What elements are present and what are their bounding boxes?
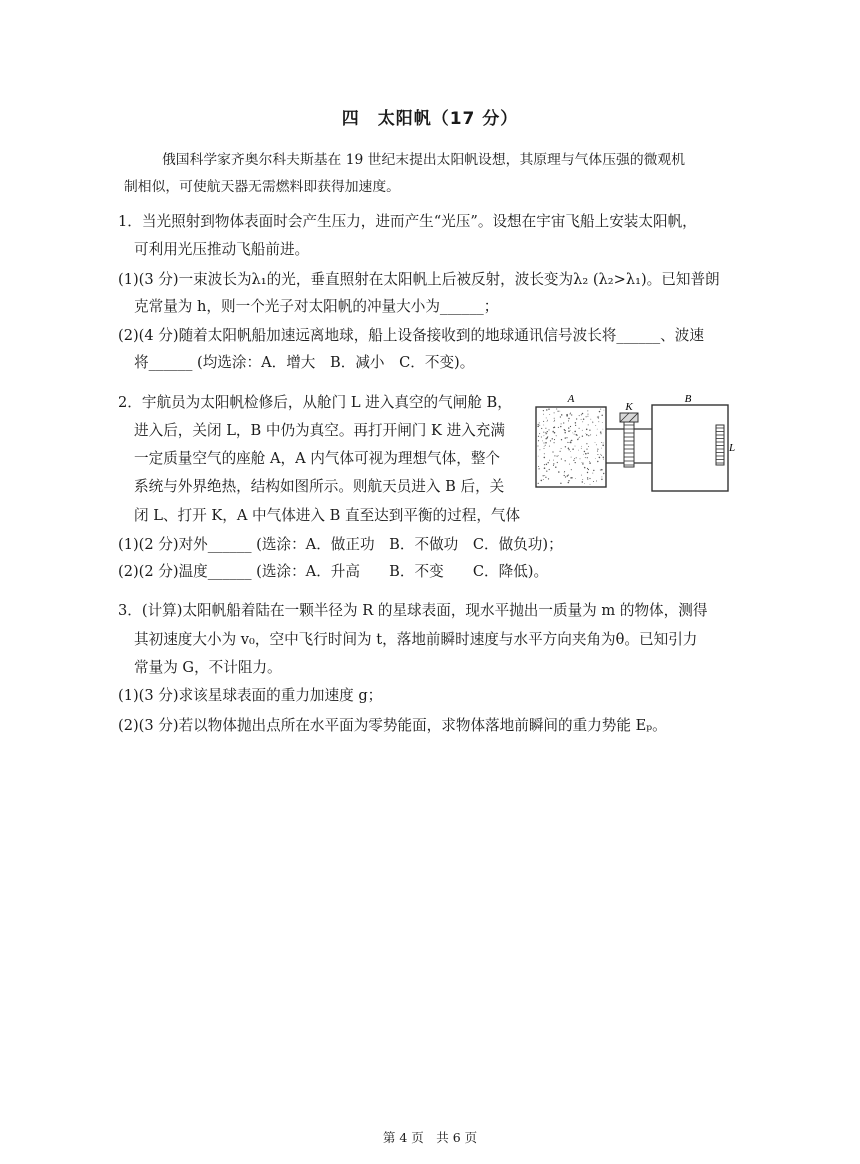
door-l bbox=[716, 425, 724, 465]
q1-part1-line-2: 克常量为 h，则一个光子对太阳帆的冲量大小为______； bbox=[134, 298, 499, 315]
intro-line-1: 俄国科学家齐奥尔科夫斯基在 19 世纪末提出太阳帆设想，其原理与气体压强的微观机 bbox=[162, 152, 686, 168]
page-footer: 第 4 页 共 6 页 bbox=[382, 1130, 478, 1145]
q2-stem-line-5: 闭 L、打开 K，A 中气体进入 B 直至达到平衡的过程，气体 bbox=[134, 507, 521, 524]
q3-stem-line-1: 3．(计算)太阳帆船着陆在一颗半径为 R 的星球表面，现水平抛出一质量为 m 的物体，测得 bbox=[118, 602, 708, 619]
q2-part2: (2)(2 分)温度______ (选涂：A．升高 B．不变 C．降低)。 bbox=[118, 563, 549, 580]
airlock-figure bbox=[532, 391, 736, 495]
label-a: A bbox=[567, 393, 575, 405]
label-k: K bbox=[625, 401, 633, 413]
q3-stem-line-2: 其初速度大小为 v₀，空中飞行时间为 t，落地前瞬时速度与水平方向夹角为θ。已知引力 bbox=[134, 631, 698, 648]
q2-stem-line-3: 一定质量空气的座舱 A，A 内气体可视为理想气体，整个 bbox=[134, 450, 501, 467]
q1-part2-line-1: (2)(4 分)随着太阳帆船加速远离地球，船上设备接收到的地球通讯信号波长将______、波速 bbox=[118, 327, 704, 344]
q1-part1-line-1: (1)(3 分)一束波长为λ₁的光，垂直照射在太阳帆上后被反射，波长变为λ₂ (λ₂>λ₁)。已知普朗 bbox=[118, 271, 720, 288]
q3-part1: (1)(3 分)求该星球表面的重力加速度 g； bbox=[118, 687, 383, 704]
q1-stem-line-2: 可利用光压推动飞船前进。 bbox=[134, 241, 310, 258]
label-b: B bbox=[684, 393, 692, 405]
q2-part1: (1)(2 分)对外______ (选涂：A．做正功 B．不做功 C．做负功)； bbox=[118, 536, 563, 553]
q2-stem-line-2: 进入后，关闭 L，B 中仍为真空。再打开闸门 K 进入充满 bbox=[134, 422, 505, 439]
q3-part2: (2)(3 分)若以物体抛出点所在水平面为零势能面，求物体落地前瞬间的重力势能 Eₚ。 bbox=[118, 717, 667, 734]
valve-k-handle bbox=[620, 413, 638, 422]
q2-stem-line-1: 2．宇航员为太阳帆检修后，从舱门 L 进入真空的气闸舱 B， bbox=[118, 394, 512, 411]
intro-line-2: 制相似，可使航天器无需燃料即获得加速度。 bbox=[124, 179, 400, 195]
q3-stem-line-3: 常量为 G，不计阻力。 bbox=[134, 659, 282, 676]
q2-stem-line-4: 系统与外界绝热，结构如图所示。则航天员进入 B 后，关 bbox=[134, 478, 505, 495]
label-l: L bbox=[729, 442, 736, 454]
q1-stem-line-1: 1．当光照射到物体表面时会产生压力，进而产生“光压”。设想在宇宙飞船上安装太阳帆， bbox=[118, 213, 697, 230]
cabin-a bbox=[536, 407, 606, 487]
q1-part2-line-2: 将______ (均选涂：A．增大 B．减小 C．不变)。 bbox=[134, 354, 475, 371]
section-title: 四 太阳帆（17 分） bbox=[341, 109, 519, 129]
